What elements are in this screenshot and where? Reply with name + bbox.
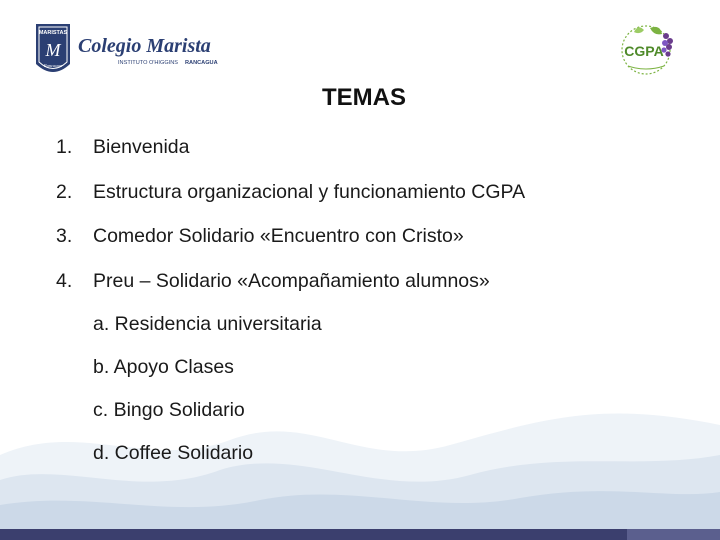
svg-text:MARISTAS: MARISTAS bbox=[38, 30, 68, 36]
list-item bbox=[56, 181, 525, 204]
colegio-marista-logo bbox=[32, 22, 222, 80]
item-text: Estructura organizacional y funcionamiento CGPA bbox=[93, 181, 526, 203]
sub-list-item: a. Residencia universitaria bbox=[93, 313, 322, 335]
sub-list-item: c. Bingo Solidario bbox=[93, 399, 245, 421]
item-number: 1. bbox=[56, 136, 73, 158]
svg-text:Colegio Marista: Colegio Marista bbox=[78, 35, 211, 57]
svg-text:Rancagua: Rancagua bbox=[43, 63, 63, 68]
item-text: Bienvenida bbox=[93, 136, 190, 158]
list-item bbox=[56, 225, 464, 248]
item-number: 2. bbox=[56, 181, 73, 203]
list-item bbox=[56, 136, 190, 159]
svg-text:M: M bbox=[45, 40, 61, 60]
item-text: Comedor Solidario «Encuentro con Cristo» bbox=[93, 225, 464, 247]
sub-list-item: b. Apoyo Clases bbox=[93, 356, 234, 378]
svg-text:RANCAGUA: RANCAGUA bbox=[185, 60, 218, 66]
svg-text:CGPA: CGPA bbox=[624, 43, 664, 59]
list-item bbox=[56, 270, 490, 293]
item-number: 4. bbox=[56, 270, 73, 292]
item-text: Preu – Solidario «Acompañamiento alumnos» bbox=[93, 270, 490, 292]
sub-list-item: d. Coffee Solidario bbox=[93, 442, 254, 464]
svg-text:INSTITUTO O'HIGGINS: INSTITUTO O'HIGGINS bbox=[118, 60, 179, 66]
slide-title: TEMAS bbox=[322, 84, 406, 111]
item-number: 3. bbox=[56, 225, 73, 247]
cgpa-logo bbox=[616, 22, 680, 78]
